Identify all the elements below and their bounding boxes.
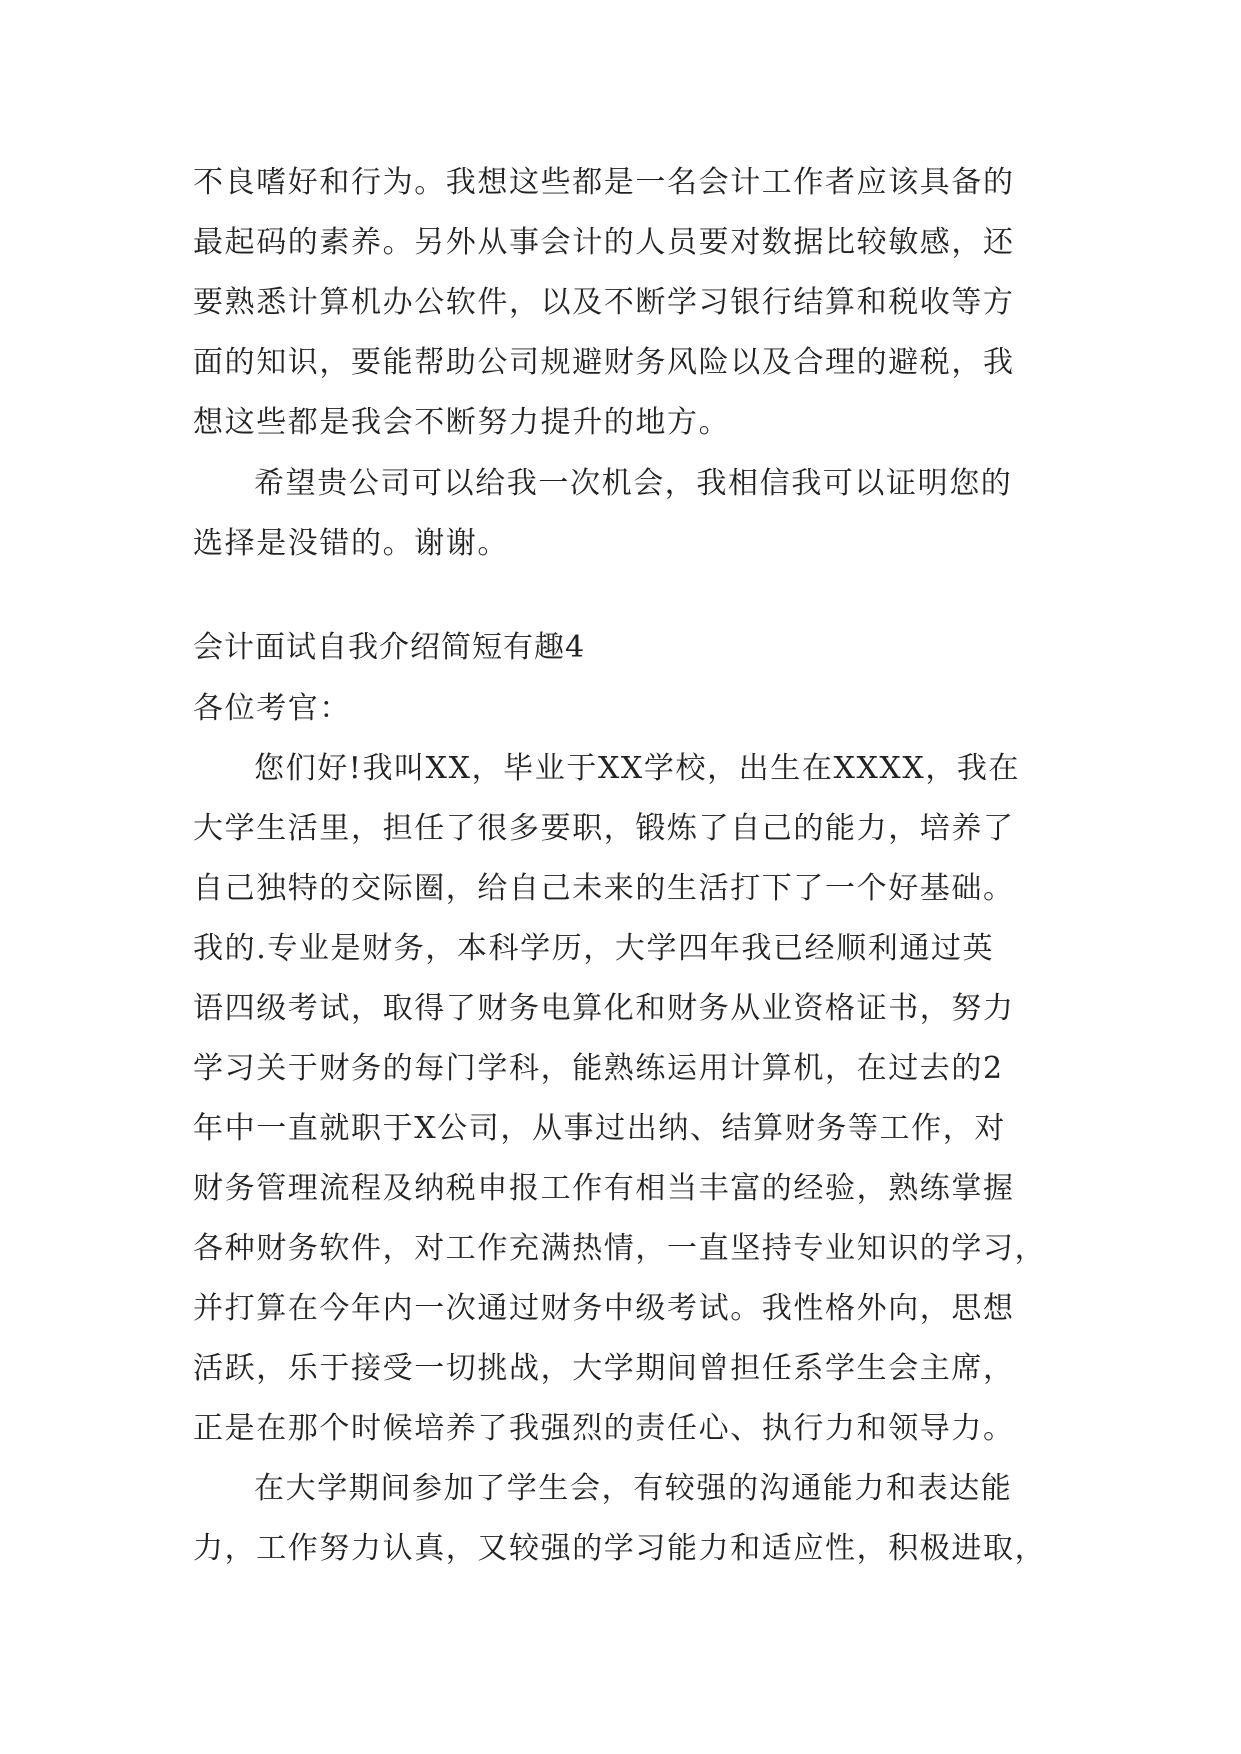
text-line: 自己独特的交际圈，给自己未来的生活打下了一个好基础。 (193, 871, 1015, 906)
text-line: 要熟悉计算机办公软件，以及不断学习银行结算和税收等方 (193, 285, 1015, 320)
section-title: 会计面试自我介绍简短有趣4 (193, 630, 586, 665)
text-line: 您们好!我叫XX，毕业于XX学校，出生在XXXX，我在 (254, 751, 1021, 786)
text-line: 语四级考试，取得了财务电算化和财务从业资格证书，努力 (193, 991, 1015, 1026)
text-line: 各种财务软件，对工作充满热情，一直坚持专业知识的学习， (193, 1231, 1047, 1266)
text-line: 最起码的素养。另外从事会计的人员要对数据比较敏感，还 (193, 225, 1015, 260)
text-line: 并打算在今年内一次通过财务中级考试。我性格外向，思想 (193, 1291, 1015, 1326)
salutation: 各位考官： (193, 691, 351, 726)
text-line: 我的.专业是财务，本科学历，大学四年我已经顺利通过英 (193, 931, 995, 966)
text-line: 想这些都是我会不断努力提升的地方。 (193, 405, 731, 440)
text-line: 选择是没错的。谢谢。 (193, 526, 509, 561)
text-line: 活跃，乐于接受一切挑战，大学期间曾担任系学生会主席， (193, 1351, 1015, 1386)
text-line: 力，工作努力认真，又较强的学习能力和适应性，积极进取， (193, 1531, 1047, 1566)
text-line: 学习关于财务的每门学科，能熟练运用计算机，在过去的2 (193, 1051, 1004, 1086)
text-line: 年中一直就职于X公司，从事过出纳、结算财务等工作，对 (193, 1111, 1006, 1146)
text-line: 面的知识，要能帮助公司规避财务风险以及合理的避税，我 (193, 345, 1015, 380)
text-line: 不良嗜好和行为。我想这些都是一名会计工作者应该具备的 (193, 165, 1015, 200)
text-line: 希望贵公司可以给我一次机会，我相信我可以证明您的 (254, 466, 1013, 501)
text-line: 大学生活里，担任了很多要职，锻炼了自己的能力，培养了 (193, 811, 1015, 846)
text-line: 在大学期间参加了学生会，有较强的沟通能力和表达能 (254, 1471, 1013, 1506)
text-line: 正是在那个时候培养了我强烈的责任心、执行力和领导力。 (193, 1411, 1015, 1446)
text-line: 财务管理流程及纳税申报工作有相当丰富的经验，熟练掌握 (193, 1171, 1015, 1206)
